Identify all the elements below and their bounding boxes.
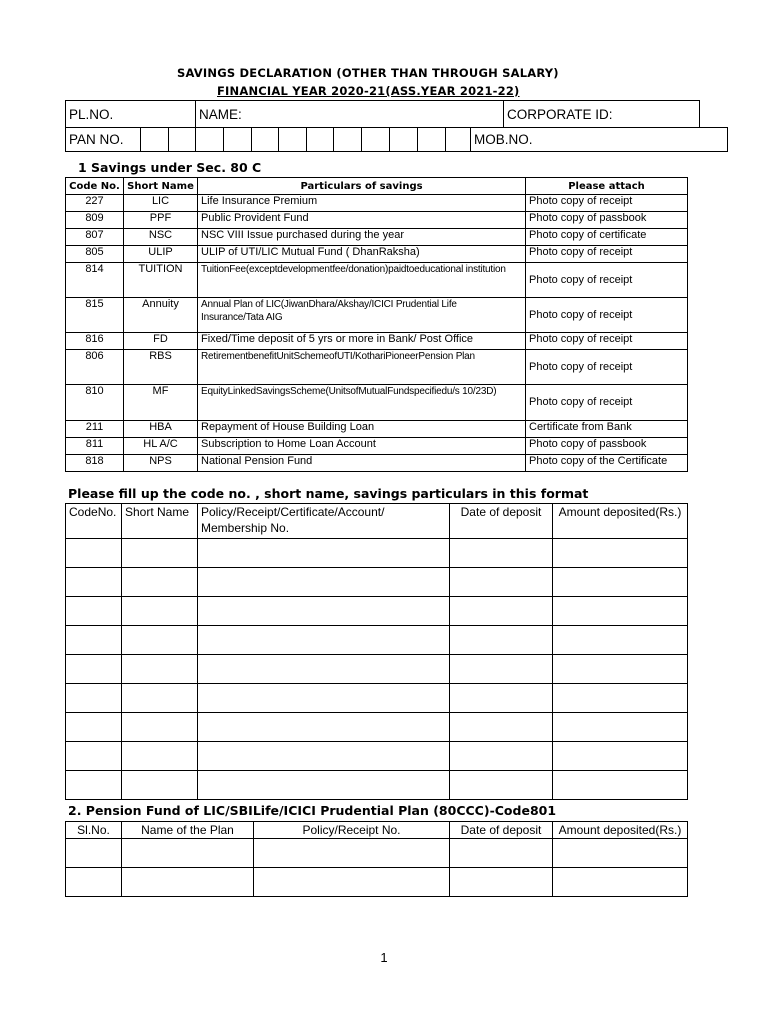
name-field[interactable]: NAME: [196,101,504,128]
particulars-cell: Public Provident Fund [198,212,526,229]
entry-row [66,626,688,655]
entry-cell[interactable] [122,684,198,713]
entry-cell[interactable] [122,839,254,868]
code-cell: 809 [66,212,124,229]
entry-cell[interactable] [553,839,688,868]
code-cell: 807 [66,229,124,246]
entry-cell[interactable] [198,771,450,800]
short-name-cell: NPS [124,455,198,472]
col-codeno: CodeNo. [66,504,122,539]
attach-cell: Photo copy of receipt [526,333,688,350]
entry-cell[interactable] [66,839,122,868]
col-particulars: Particulars of savings [198,178,526,195]
col-code-no: Code No. [66,178,124,195]
particulars-cell: National Pension Fund [198,455,526,472]
entry-cell[interactable] [254,868,450,897]
document-subtitle: FINANCIAL YEAR 2020-21(ASS.YEAR 2021-22) [217,84,520,98]
col-short-name: Short Name [124,178,198,195]
particulars-cell: Annual Plan of LIC(JiwanDhara/Akshay/ICICI Prudential Life Insurance/Tata AIG [198,298,526,333]
particulars-cell: RetirementbenefitUnitSchemeofUTI/KothariPioneerPension Plan [198,350,526,385]
col-sl-no: Sl.No. [66,822,122,839]
entry-cell[interactable] [66,597,122,626]
entry-cell[interactable] [198,684,450,713]
col-attach: Please attach [526,178,688,195]
entry-cell[interactable] [553,713,688,742]
code-cell: 227 [66,195,124,212]
particulars-cell: Subscription to Home Loan Account [198,438,526,455]
code-cell: 815 [66,298,124,333]
entry-cell[interactable] [450,539,553,568]
col-date-of-deposit: Date of deposit [450,822,553,839]
entry-cell[interactable] [198,539,450,568]
particulars-cell: Repayment of House Building Loan [198,421,526,438]
attach-cell: Photo copy of receipt [526,298,688,333]
employee-info-table [65,100,700,128]
particulars-cell: Fixed/Time deposit of 5 yrs or more in Bank/ Post Office [198,333,526,350]
code-cell: 810 [66,385,124,421]
entry-cell[interactable] [553,771,688,800]
particulars-cell: EquityLinkedSavingsScheme(UnitsofMutualFundspecifiedu/s 10/23D) [198,385,526,421]
pan-box[interactable] [196,128,224,152]
code-cell: 806 [66,350,124,385]
entry-cell[interactable] [450,655,553,684]
short-name-cell: LIC [124,195,198,212]
entry-cell[interactable] [66,868,122,897]
particulars-cell: NSC VIII Issue purchased during the year [198,229,526,246]
entry-cell[interactable] [66,539,122,568]
pan-box[interactable] [252,128,279,152]
entry-cell[interactable] [553,539,688,568]
particulars-cell: TuitionFee(exceptdevelopmentfee/donation)paidtoeducational institution [198,263,526,298]
attach-cell: Photo copy of receipt [526,385,688,421]
code-cell: 811 [66,438,124,455]
entry-cell[interactable] [553,868,688,897]
entry-cell[interactable] [450,597,553,626]
entry-cell[interactable] [66,655,122,684]
short-name-cell: ULIP [124,246,198,263]
pension-row [66,868,688,897]
col-amount-deposited: Amount deposited(Rs.) [553,822,688,839]
short-name-cell: NSC [124,229,198,246]
entry-cell[interactable] [122,771,198,800]
entry-row [66,771,688,800]
entry-cell[interactable] [122,742,198,771]
particulars-cell: ULIP of UTI/LIC Mutual Fund ( DhanRaksha) [198,246,526,263]
entry-cell[interactable] [450,713,553,742]
attach-cell: Photo copy of certificate [526,229,688,246]
short-name-cell: FD [124,333,198,350]
entry-cell[interactable] [450,868,553,897]
pan-label: PAN NO. [66,128,141,152]
attach-cell: Photo copy of the Certificate [526,455,688,472]
attach-cell: Photo copy of receipt [526,263,688,298]
entry-row [66,655,688,684]
entry-cell[interactable] [450,742,553,771]
entry-row [66,742,688,771]
pan-box[interactable] [279,128,307,152]
particulars-cell: Life Insurance Premium [198,195,526,212]
entry-cell[interactable] [66,713,122,742]
pension-row [66,839,688,868]
entry-cell[interactable] [450,839,553,868]
pan-box[interactable] [418,128,446,152]
entry-row [66,568,688,597]
savings-format-table [65,503,688,800]
entry-cell[interactable] [66,742,122,771]
entry-cell[interactable] [122,655,198,684]
document-title: SAVINGS DECLARATION (OTHER THAN THROUGH SALARY) [177,66,559,80]
entry-row [66,713,688,742]
attach-cell: Photo copy of receipt [526,246,688,263]
short-name-cell: TUITION [124,263,198,298]
col-short-name: Short Name [122,504,198,539]
entry-cell[interactable] [66,771,122,800]
entry-cell[interactable] [198,568,450,597]
entry-cell[interactable] [198,655,450,684]
section1-title: 1 Savings under Sec. 80 C [78,160,262,175]
pan-mob-table [65,127,728,152]
entry-cell[interactable] [198,597,450,626]
attach-cell: Photo copy of receipt [526,195,688,212]
entry-cell[interactable] [66,684,122,713]
page-number: 1 [380,950,388,965]
short-name-cell: Annuity [124,298,198,333]
entry-row [66,597,688,626]
code-cell: 805 [66,246,124,263]
entry-row [66,539,688,568]
entry-cell[interactable] [450,626,553,655]
entry-cell[interactable] [553,684,688,713]
pan-box[interactable] [224,128,252,152]
entry-cell[interactable] [553,568,688,597]
entry-cell[interactable] [198,713,450,742]
entry-cell[interactable] [122,597,198,626]
entry-cell[interactable] [122,568,198,597]
short-name-cell: MF [124,385,198,421]
col-policy-receipt-no: Policy/Receipt No. [254,822,450,839]
short-name-cell: RBS [124,350,198,385]
savings-80c-table [65,177,688,472]
short-name-cell: PPF [124,212,198,229]
col-date-of-deposit: Date of deposit [450,504,553,539]
entry-cell[interactable] [122,868,254,897]
code-cell: 211 [66,421,124,438]
entry-row [66,684,688,713]
code-cell: 816 [66,333,124,350]
entry-cell[interactable] [198,742,450,771]
entry-cell[interactable] [450,568,553,597]
entry-cell[interactable] [450,684,553,713]
pan-box[interactable] [141,128,169,152]
col-policy-no: Policy/Receipt/Certificate/Account/ Membership No. [198,504,450,539]
entry-cell[interactable] [553,655,688,684]
attach-cell: Photo copy of passbook [526,212,688,229]
section2-title: 2. Pension Fund of LIC/SBILife/ICICI Prudential Plan (80CCC)-Code801 [68,803,557,818]
short-name-cell: HBA [124,421,198,438]
col-amount-deposited: Amount deposited(Rs.) [553,504,688,539]
short-name-cell: HL A/C [124,438,198,455]
entry-cell[interactable] [553,626,688,655]
plno-field[interactable]: PL.NO. [66,101,196,128]
pan-box[interactable] [334,128,362,152]
pension-fund-table [65,821,688,897]
entry-cell[interactable] [122,626,198,655]
pan-box[interactable] [446,128,471,152]
entry-cell[interactable] [198,626,450,655]
corporate-id-field[interactable]: CORPORATE ID: [504,101,700,128]
col-plan-name: Name of the Plan [122,822,254,839]
entry-cell[interactable] [122,713,198,742]
mob-field[interactable]: MOB.NO. [471,128,728,152]
entry-cell[interactable] [122,539,198,568]
pan-box[interactable] [362,128,390,152]
code-cell: 818 [66,455,124,472]
pan-box[interactable] [390,128,418,152]
entry-cell[interactable] [254,839,450,868]
entry-cell[interactable] [66,568,122,597]
entry-cell[interactable] [553,597,688,626]
pan-box[interactable] [169,128,196,152]
entry-cell[interactable] [450,771,553,800]
attach-cell: Photo copy of passbook [526,438,688,455]
attach-cell: Certificate from Bank [526,421,688,438]
code-cell: 814 [66,263,124,298]
entry-cell[interactable] [553,742,688,771]
pan-box[interactable] [307,128,334,152]
attach-cell: Photo copy of receipt [526,350,688,385]
entry-cell[interactable] [66,626,122,655]
format-section-title: Please fill up the code no. , short name, savings particulars in this format [68,486,589,501]
